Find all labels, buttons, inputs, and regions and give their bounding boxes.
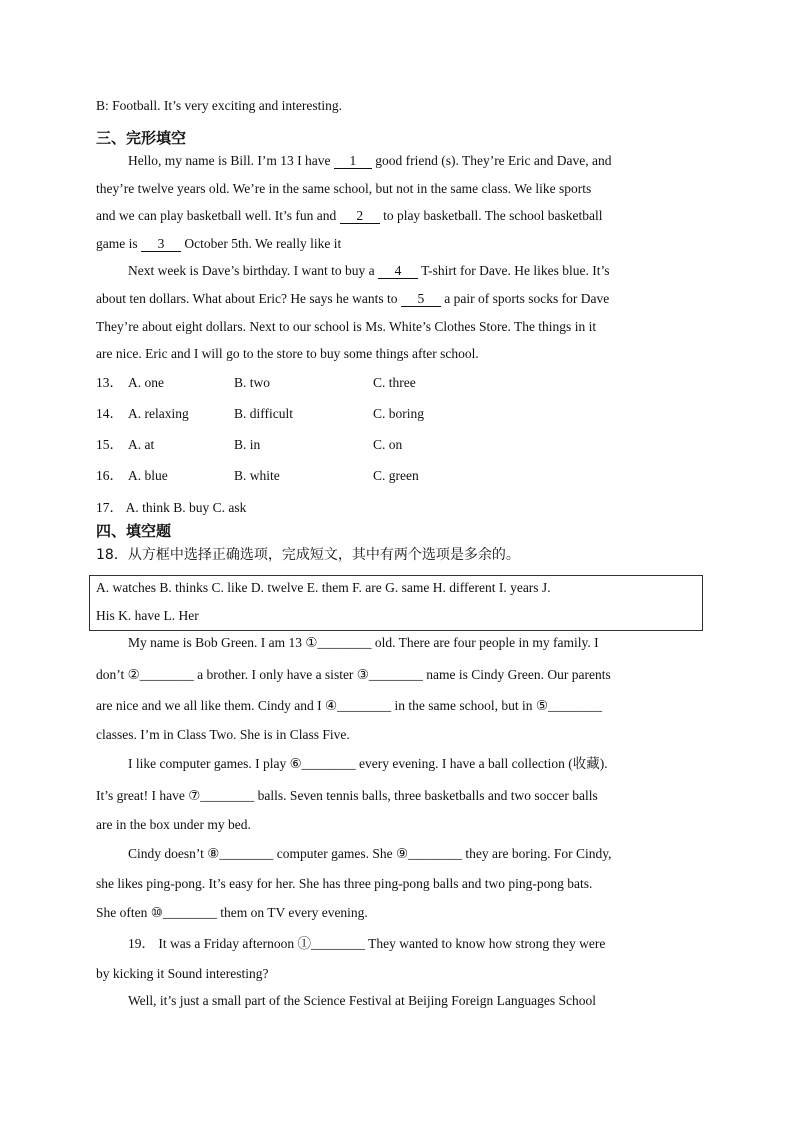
cloze-blank-3[interactable]: 3: [141, 236, 181, 252]
option-b[interactable]: B. two: [234, 375, 271, 390]
question-19-line: 19． It was a Friday afternoon ①________ They wanted to know how strong they were: [128, 936, 606, 951]
cloze-text: Hello, my name is Bill. I’m 13 I have: [128, 153, 334, 168]
cloze-line: [128, 262, 610, 280]
cloze-text: and we can play basketball well. It’s fun and: [96, 208, 340, 223]
cloze-line: They’re about eight dollars. Next to our school is Ms. White’s Clothes Store. The things in it: [96, 319, 597, 334]
cloze-line: [96, 207, 603, 225]
option-a[interactable]: A. one: [128, 375, 164, 390]
option-b[interactable]: B. white: [234, 468, 280, 483]
question-number: 13．: [96, 375, 123, 390]
cloze-text: October 5th. We really like it: [181, 236, 342, 251]
passage-line: classes. I’m in Class Two. She is in Class Five.: [96, 727, 350, 742]
cloze-line: [128, 152, 612, 170]
option-c[interactable]: C. three: [373, 375, 416, 390]
option-b[interactable]: B. in: [234, 437, 261, 452]
passage-line: She often ⑩________ them on TV every evening.: [96, 905, 368, 920]
cloze-text: a pair of sports socks for Dave: [440, 291, 610, 306]
question-number: 16．: [96, 468, 123, 483]
cloze-line: [96, 235, 341, 253]
passage-line: are in the box under my bed.: [96, 817, 251, 832]
cloze-line: they’re twelve years old. We’re in the same school, but not in the same class. We like sports: [96, 181, 592, 196]
cloze-text: T-shirt for Dave. He likes blue. It’s: [417, 263, 610, 278]
option-c[interactable]: C. boring: [373, 406, 425, 421]
option-c[interactable]: C. green: [373, 468, 419, 483]
passage-line: are nice and we all like them. Cindy and I ④________ in the same school, but in ⑤________: [96, 698, 602, 713]
section-heading-fill-blank: 四、填空题: [96, 522, 172, 540]
passage-line: don’t ②________ a brother. I only have a sister ③________ name is Cindy Green. Our parents: [96, 667, 611, 682]
cloze-text: good friend (s). They’re Eric and Dave, and: [371, 153, 612, 168]
dialogue-answer-line: B: Football. It’s very exciting and interesting.: [96, 98, 342, 113]
option-c[interactable]: C. on: [373, 437, 403, 452]
cloze-blank-4[interactable]: 4: [378, 263, 418, 279]
passage-line: I like computer games. I play ⑥________ every evening. I have a ball collection (收藏).: [128, 756, 608, 771]
passage-line: she likes ping-pong. It’s easy for her. She has three ping-pong balls and two ping-pong bats.: [96, 876, 593, 891]
passage-line: It’s great! I have ⑦________ balls. Seven tennis balls, three basketballs and two soccer balls: [96, 788, 598, 803]
cloze-text: about ten dollars. What about Eric? He says he wants to: [96, 291, 401, 306]
option-a[interactable]: A. relaxing: [128, 406, 189, 421]
cloze-text: to play basketball. The school basketball: [379, 208, 603, 223]
question-19-line: by kicking it Sound interesting?: [96, 966, 269, 981]
cloze-text: Next week is Dave’s birthday. I want to buy a: [128, 263, 378, 278]
word-bank-line: His K. have L. Her: [96, 608, 199, 623]
cloze-blank-2[interactable]: 2: [340, 208, 380, 224]
question-number: 15．: [96, 437, 123, 452]
question-number: 14．: [96, 406, 123, 421]
word-bank-box: [89, 575, 703, 631]
option-b[interactable]: B. difficult: [234, 406, 293, 421]
option-a[interactable]: A. at: [128, 437, 155, 452]
cloze-blank-5[interactable]: 5: [401, 291, 441, 307]
passage-line: My name is Bob Green. I am 13 ①________ old. There are four people in my family. I: [128, 635, 599, 650]
question-19-line: Well, it’s just a small part of the Science Festival at Beijing Foreign Languages School: [128, 993, 596, 1008]
passage-line: Cindy doesn’t ⑧________ computer games. She ⑨________ they are boring. For Cindy,: [128, 846, 612, 861]
cloze-blank-1[interactable]: 1: [334, 153, 372, 169]
section-heading-cloze: 三、完形填空: [96, 129, 187, 147]
word-bank-line: A. watches B. thinks C. like D. twelve E. them F. are G. same H. different I. years J.: [96, 580, 551, 595]
cloze-text: game is: [96, 236, 141, 251]
cloze-line: are nice. Eric and I will go to the store to buy some things after school.: [96, 346, 479, 361]
option-a[interactable]: A. blue: [128, 468, 168, 483]
question-17-options[interactable]: 17． A. think B. buy C. ask: [96, 500, 247, 515]
question-18-instruction: 18．从方框中选择正确选项，完成短文，其中有两个选项是多余的。: [96, 547, 520, 563]
cloze-line: [96, 290, 609, 308]
